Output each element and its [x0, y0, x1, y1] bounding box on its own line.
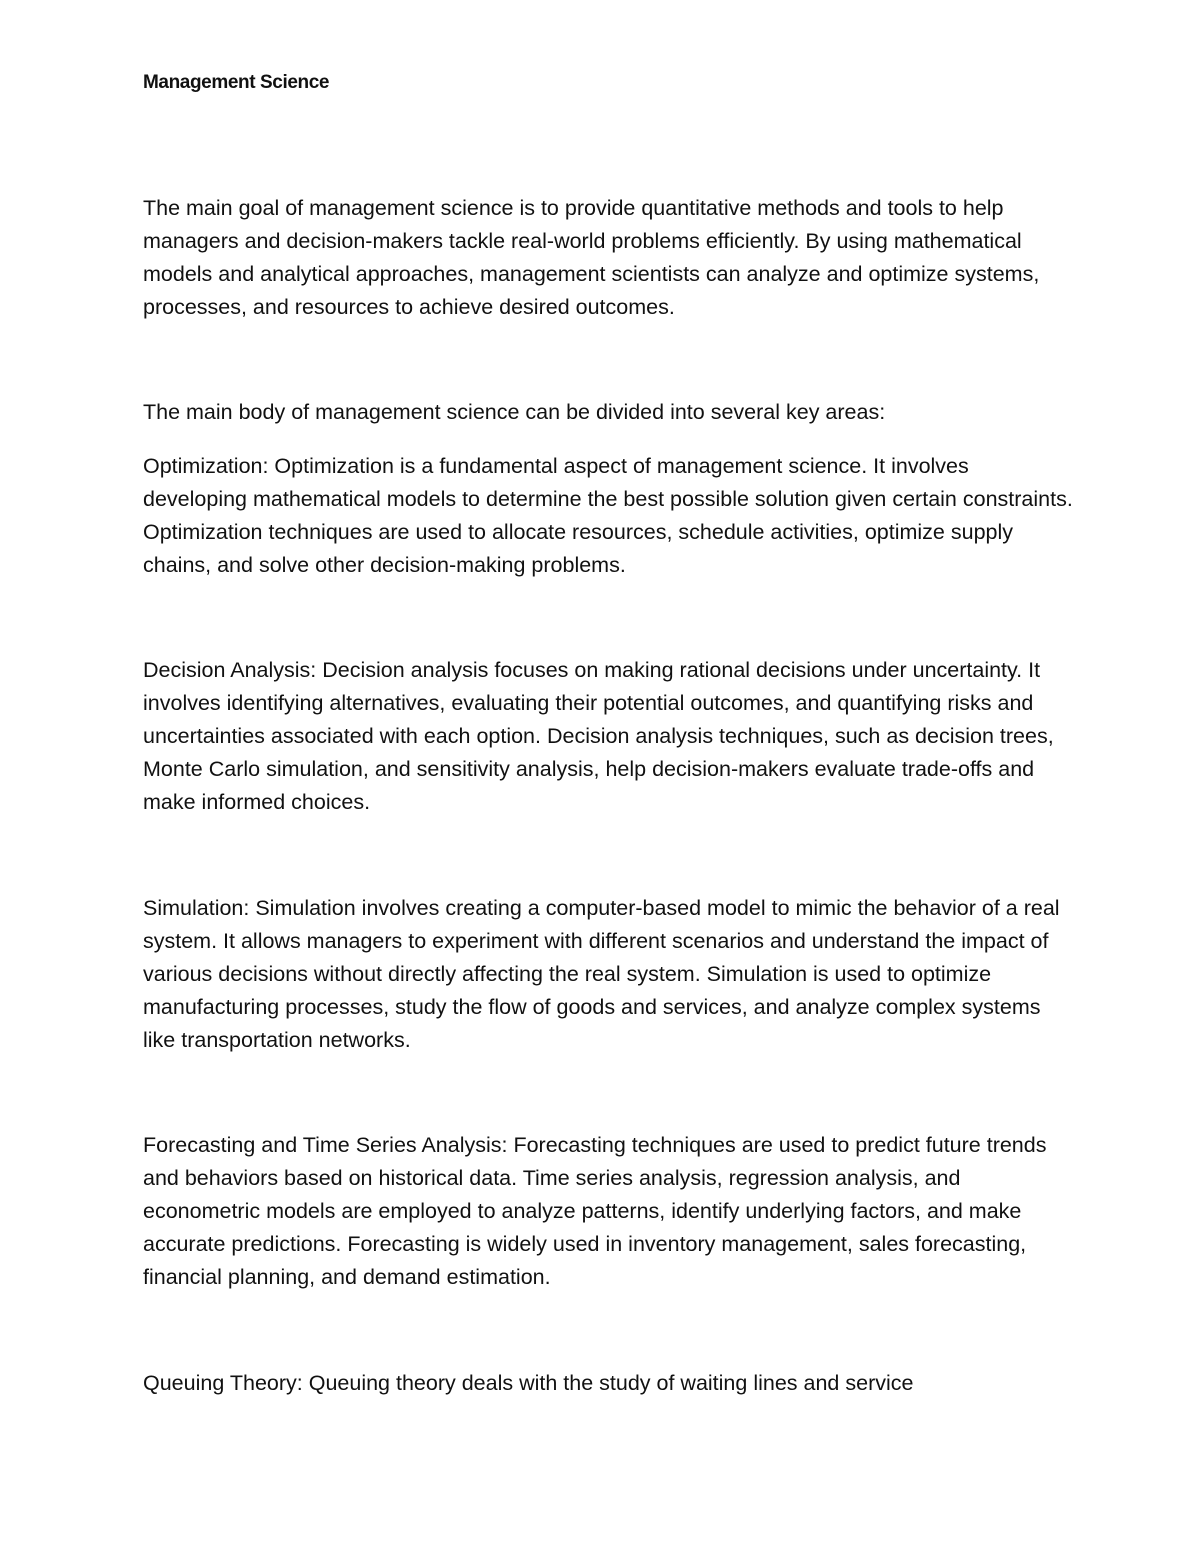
paragraph-main-goal: The main goal of management science is to provide quantitative methods and tools to help managers and decision-makers tackle real-world problems efficiently. By using mathematical models and analytical approaches, management scientists can analyze and optimize systems, processes, and resources to achieve desired outcomes. [143, 196, 1040, 319]
paragraph-key-areas-intro: The main body of management science can be divided into several key areas: [143, 400, 886, 424]
paragraph-decision-analysis: Decision Analysis: Decision analysis focuses on making rational decisions under uncertainty. It involves identifying alternatives, evaluating their potential outcomes, and quantifying risks and uncertainties associated with each option. Decision analysis techniques, such as decision trees, Monte Carlo simulation, and sensitivity analysis, help decision-makers evaluate trade-offs and make informed choices. [143, 658, 1054, 814]
paragraph-queuing-theory: Queuing Theory: Queuing theory deals with the study of waiting lines and service [143, 1371, 914, 1395]
document-title: Management Science [143, 72, 330, 93]
paragraph-optimization: Optimization: Optimization is a fundamental aspect of management science. It involves developing mathematical models to determine the best possible solution given certain constraints. Optimization techniques are used to allocate resources, schedule activities, optimize supply chains, and solve other decision-making problems. [143, 454, 1073, 577]
paragraph-forecasting: Forecasting and Time Series Analysis: Forecasting techniques are used to predict future trends and behaviors based on historical data. Time series analysis, regression analysis, and econometric models are employed to analyze patterns, identify underlying factors, and make accurate predictions. Forecasting is widely used in inventory management, sales forecasting, financial planning, and demand estimation. [143, 1133, 1047, 1289]
paragraph-simulation: Simulation: Simulation involves creating a computer-based model to mimic the behavior of a real system. It allows managers to experiment with different scenarios and understand the impact of various decisions without directly affecting the real system. Simulation is used to optimize manufacturing processes, study the flow of goods and services, and analyze complex systems like transportation networks. [143, 896, 1060, 1052]
